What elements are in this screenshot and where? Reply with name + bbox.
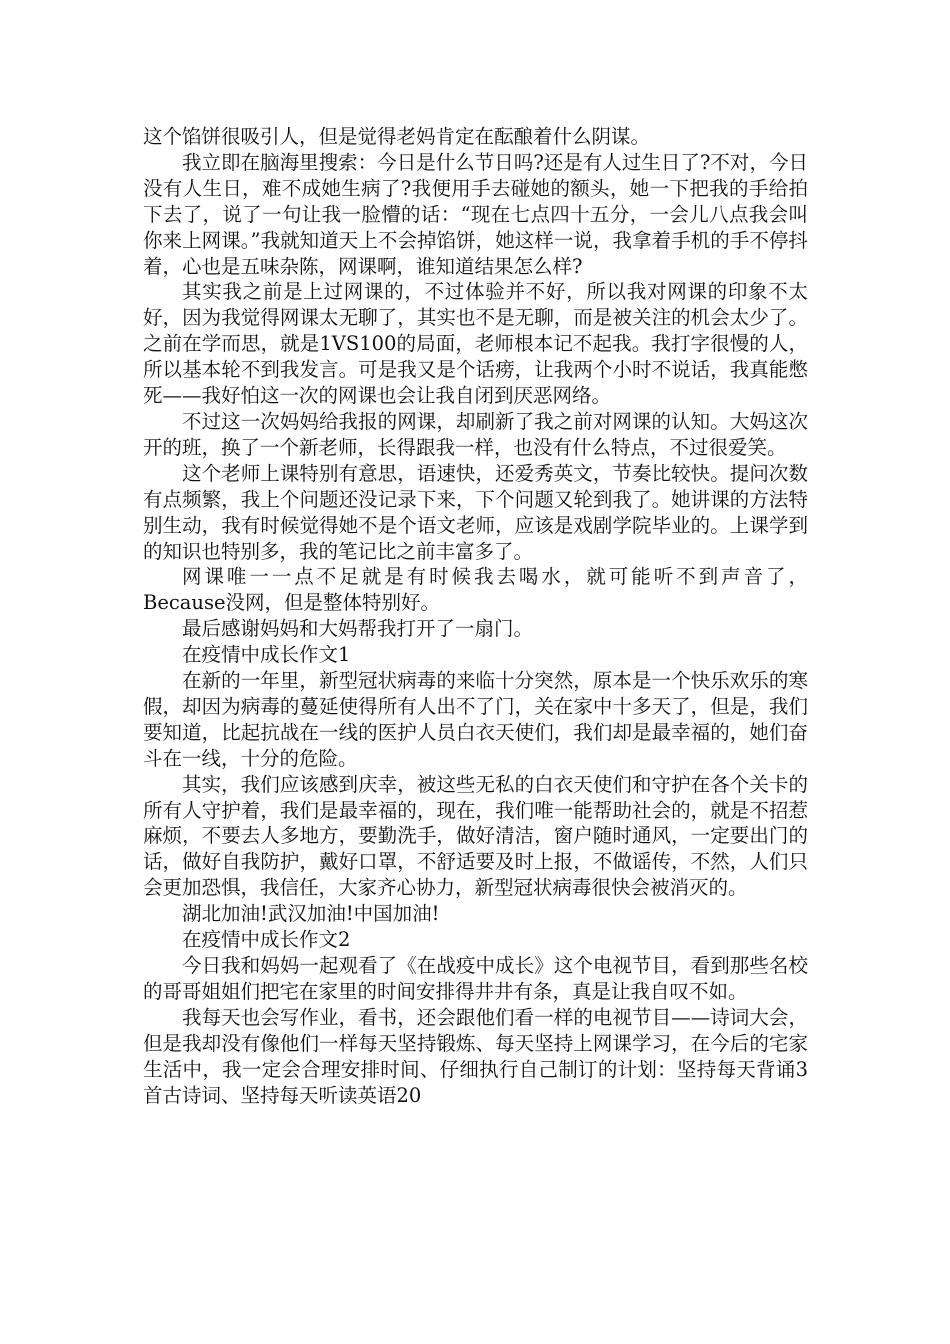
section-heading: 在疫情中成长作文2 xyxy=(182,928,351,952)
paragraph: 在新的一年里，新型冠状病毒的来临十分突然，原本是一个快乐欢乐的寒假，却因为病毒的蔓延使得所有人出不了门，关在家中十多天了，但是，我们要知道，比起抗战在一线的医护人员白衣天使们，我们却是最幸福的，她们奋斗在一线，十分的危险。 xyxy=(143,669,808,770)
paragraph: 今日我和妈妈一起观看了《在战疫中成长》这个电视节目，看到那些名校的哥哥姐姐们把宅在家里的时间安排得井井有条，真是让我自叹不如。 xyxy=(143,954,808,1003)
paragraph: 我每天也会写作业，看书，还会跟他们看一样的电视节目——诗词大会，但是我却没有像他们一样每天坚持锻炼、每天坚持上网课学习，在今后的宅家生活中，我一定会合理安排时间、仔细执行自己制订的计划：坚持每天背诵3首古诗词、坚持每天听读英语20 xyxy=(143,1005,808,1107)
paragraph: 最后感谢妈妈和大妈帮我打开了一扇门。 xyxy=(182,617,534,641)
section-heading: 在疫情中成长作文1 xyxy=(182,643,351,667)
paragraph: 不过这一次妈妈给我报的网课，却刷新了我之前对网课的认知。大妈这次开的班，换了一个新老师，长得跟我一样，也没有什么特点，不过很爱笑。 xyxy=(143,409,808,459)
paragraph: 我立即在脑海里搜索：今日是什么节日吗?还是有人过生日了?不对，今日没有人生日，难不成她生病了?我便用手去碰她的额头，她一下把我的手给拍下去了，说了一句让我一脸懵的话：“现在七点四十五分，一会儿八点我会叫你来上网课。”我就知道天上不会掉馅饼，她这样一说，我拿着手机的手不停抖着，心也是五味杂陈，网课啊，谁知道结果怎么样? xyxy=(143,150,808,278)
paragraph: 这个馅饼很吸引人，但是觉得老妈肯定在酝酿着什么阴谋。 xyxy=(143,125,651,148)
paragraph: 湖北加油!武汉加油!中国加油! xyxy=(182,902,440,926)
paragraph: 其实我之前是上过网课的，不过体验并不好，所以我对网课的印象不太好，因为我觉得网课太无聊了，其实也不是无聊，而是被关注的机会太少了。之前在学而思，就是1VS100的局面，老师根本记不起我。我打字很慢的人，所以基本轮不到我发言。可是我又是个话痨，让我两个小时不说话，我真能憋死——我好怕这一次的网课也会让我自闭到厌恶网络。 xyxy=(143,280,808,408)
paragraph: 网课唯一一点不足就是有时候我去喝水，就可能听不到声音了，Because没网，但是整体特别好。 xyxy=(143,565,808,615)
document-body xyxy=(143,124,808,1108)
paragraph: 这个老师上课特别有意思，语速快，还爱秀英文，节奏比较快。提问次数有点频繁，我上个问题还没记录下来，下个问题又轮到我了。她讲课的方法特别生动，我有时候觉得她不是个语文老师，应该是戏剧学院毕业的。上课学到的知识也特别多，我的笔记比之前丰富多了。 xyxy=(143,461,808,563)
paragraph: 其实，我们应该感到庆幸，被这些无私的白衣天使们和守护在各个关卡的所有人守护着，我们是最幸福的，现在，我们唯一能帮助社会的，就是不招惹麻烦，不要去人多地方，要勤洗手，做好清洁，窗户随时通风，一定要出门的话，做好自我防护，戴好口罩，不舒适要及时上报，不做谣传，不然，人们只会更加恐惧，我信任，大家齐心协力，新型冠状病毒很快会被消灭的。 xyxy=(143,772,808,900)
